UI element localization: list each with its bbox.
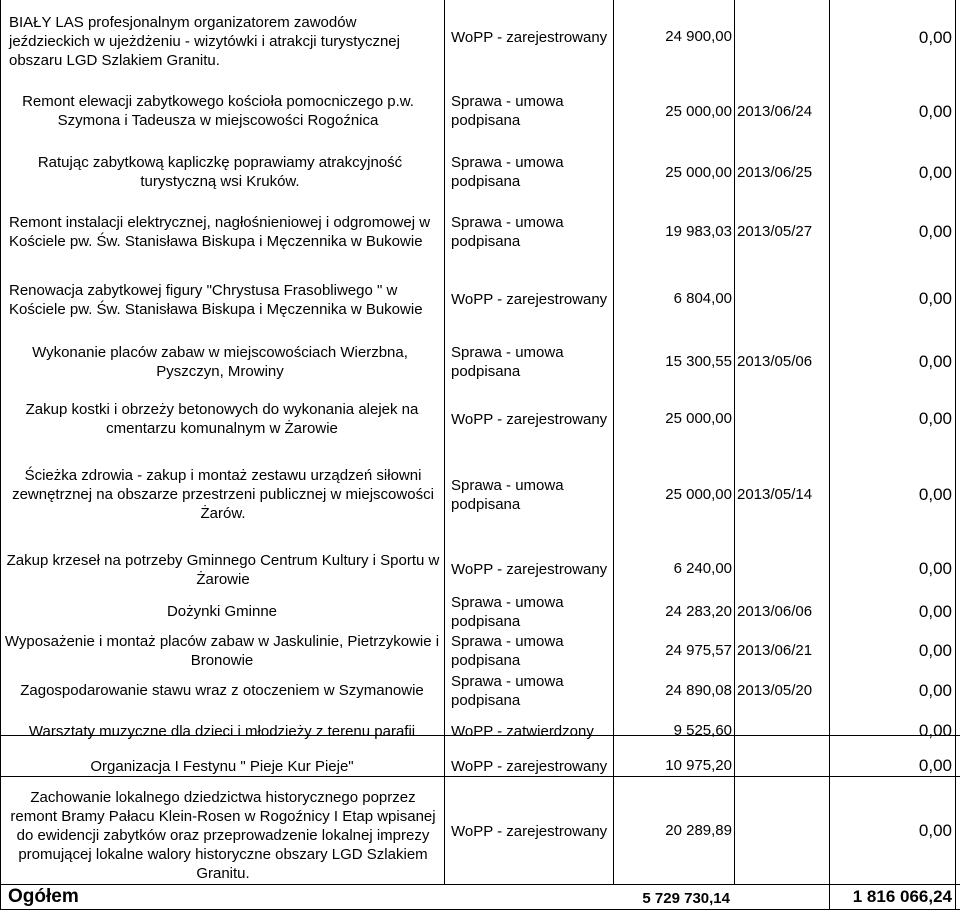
table-row-date: 2013/06/25 <box>737 164 813 181</box>
table-row-amount: 24 900,00 <box>665 28 732 45</box>
column-divider <box>955 0 956 910</box>
table-row-amount: 25 000,00 <box>665 164 732 181</box>
table-row-date: 2013/06/24 <box>737 103 813 120</box>
table-row-amount: 19 983,03 <box>665 223 732 240</box>
table-row-paid: 0,00 <box>918 602 952 621</box>
table-row-status: WoPP - zarejestrowany <box>451 291 608 308</box>
table-row-date: 2013/05/27 <box>737 223 813 240</box>
table-row-paid: 0,00 <box>918 756 952 775</box>
table-row-paid: 0,00 <box>918 163 952 182</box>
table-row-status: WoPP - zarejestrowany <box>451 561 608 578</box>
table-row-amount: 10 975,20 <box>665 757 732 774</box>
total-paid: 1 816 066,24 <box>852 887 952 906</box>
column-divider <box>829 0 830 910</box>
table-row-paid: 0,00 <box>918 559 952 578</box>
table-row-amount: 20 289,89 <box>665 822 732 839</box>
total-label: Ogółem <box>8 886 79 907</box>
table-row-paid: 0,00 <box>918 28 952 47</box>
table-row-status: Sprawa - umowa podpisana <box>451 477 564 513</box>
table-row-paid: 0,00 <box>918 102 952 121</box>
table-row-date: 2013/05/06 <box>737 353 813 370</box>
table-row-description: Organizacja I Festynu " Pieje Kur Pieje" <box>90 758 354 775</box>
table-row-status: Sprawa - umowa podpisana <box>451 633 564 669</box>
table-row-description: Wyposażenie i montaż placów zabaw w Jaskulinie, Pietrzykowie i Bronowie <box>4 633 440 669</box>
table-row-paid: 0,00 <box>918 641 952 660</box>
table-row-status: Sprawa - umowa podpisana <box>451 344 564 380</box>
table-row-paid: 0,00 <box>918 222 952 241</box>
table-row-paid: 0,00 <box>918 352 952 371</box>
column-divider <box>613 0 614 885</box>
table-row-date: 2013/06/21 <box>737 642 813 659</box>
table-row-date: 2013/06/06 <box>737 603 813 620</box>
table-row-description: Wykonanie placów zabaw w miejscowościach Wierzbna, Pyszczyn, Mrowiny <box>32 344 408 380</box>
table-row-description: Warsztaty muzyczne dla dzieci i młodzieży z terenu parafii <box>28 723 416 740</box>
total-amount: 5 729 730,14 <box>642 890 730 907</box>
table-row-description: Ratując zabytkową kapliczkę poprawiamy atrakcyjność turystyczną wsi Kruków. <box>37 154 403 190</box>
table-row-amount: 24 283,20 <box>665 603 732 620</box>
table-row-paid: 0,00 <box>918 485 952 504</box>
table-row-paid: 0,00 <box>918 289 952 308</box>
table-row-description: BIAŁY LAS profesjonalnym organizatorem zawodów jeździeckich w ujeżdżeniu - wizytówki i atrakcji turystycznej obszaru LGD Szlakiem Granitu. <box>9 14 400 69</box>
table-row-description: Zachowanie lokalnego dziedzictwa historycznego poprzez remont Bramy Pałacu Klein-Rosen w Rogoźnicy I Etap wpisanej do ewidencji zabytków oraz przeprowadzenie lokalnej imprezy promującej lokalne walory historyczne obszary LGD Szlakiem Granitu. <box>10 789 436 882</box>
table-row-status: WoPP - zarejestrowany <box>451 823 608 840</box>
table-row-paid: 0,00 <box>918 821 952 840</box>
table-row-status: Sprawa - umowa podpisana <box>451 154 564 190</box>
table-row-amount: 6 240,00 <box>673 560 732 577</box>
table-row-status: WoPP - zarejestrowany <box>451 758 608 775</box>
column-divider <box>734 0 735 885</box>
table-row-paid: 0,00 <box>918 721 952 740</box>
table-row-amount: 6 804,00 <box>673 290 732 307</box>
table-row-description: Renowacja zabytkowej figury "Chrystusa Frasobliwego " w Kościele pw. Św. Stanisława Biskupa i Męczennika w Bukowie <box>9 282 423 318</box>
table-row-amount: 24 890,08 <box>665 682 732 699</box>
row-divider <box>0 884 960 885</box>
table-row-description: Ścieżka zdrowia - zakup i montaż zestawu urządzeń siłowni zewnętrznej na obszarze przestrzeni publicznej w miejscowości Żarów. <box>12 467 434 522</box>
table-row-status: WoPP - zatwierdzony <box>451 723 594 740</box>
table-row-status: Sprawa - umowa podpisana <box>451 594 564 630</box>
table-row-description: Dożynki Gminne <box>166 603 278 620</box>
table-row-paid: 0,00 <box>918 681 952 700</box>
table-row-description: Zakup krzeseł na potrzeby Gminnego Centrum Kultury i Sportu w Żarowie <box>6 552 440 588</box>
table-row-description: Zakup kostki i obrzeży betonowych do wykonania alejek na cmentarzu komunalnym w Żarowie <box>25 401 419 437</box>
table-row-status: Sprawa - umowa podpisana <box>451 673 564 709</box>
table-row-amount: 25 000,00 <box>665 486 732 503</box>
column-divider <box>444 0 445 885</box>
table-row-status: WoPP - zarejestrowany <box>451 29 608 46</box>
table-row-amount: 9 525,60 <box>673 722 732 739</box>
table-row-description: Remont instalacji elektrycznej, nagłośnieniowej i odgromowej w Kościele pw. Św. Stanisława Biskupa i Męczennika w Bukowie <box>9 214 431 250</box>
table-row-description: Zagospodarowanie stawu wraz z otoczeniem w Szymanowie <box>20 682 424 699</box>
table-row-status: Sprawa - umowa podpisana <box>451 93 564 129</box>
table-row-amount: 25 000,00 <box>665 103 732 120</box>
table-row-amount: 15 300,55 <box>665 353 732 370</box>
row-divider <box>0 776 960 777</box>
table-row-paid: 0,00 <box>918 409 952 428</box>
table-row-amount: 24 975,57 <box>665 642 732 659</box>
table-row-status: WoPP - zarejestrowany <box>451 411 608 428</box>
table-row-amount: 25 000,00 <box>665 410 732 427</box>
table-row-date: 2013/05/20 <box>737 682 813 699</box>
table-row-description: Remont elewacji zabytkowego kościoła pomocniczego p.w. Szymona i Tadeusza w miejscowości Rogoźnica <box>22 93 414 129</box>
table-row-date: 2013/05/14 <box>737 486 813 503</box>
table-row-status: Sprawa - umowa podpisana <box>451 214 564 250</box>
